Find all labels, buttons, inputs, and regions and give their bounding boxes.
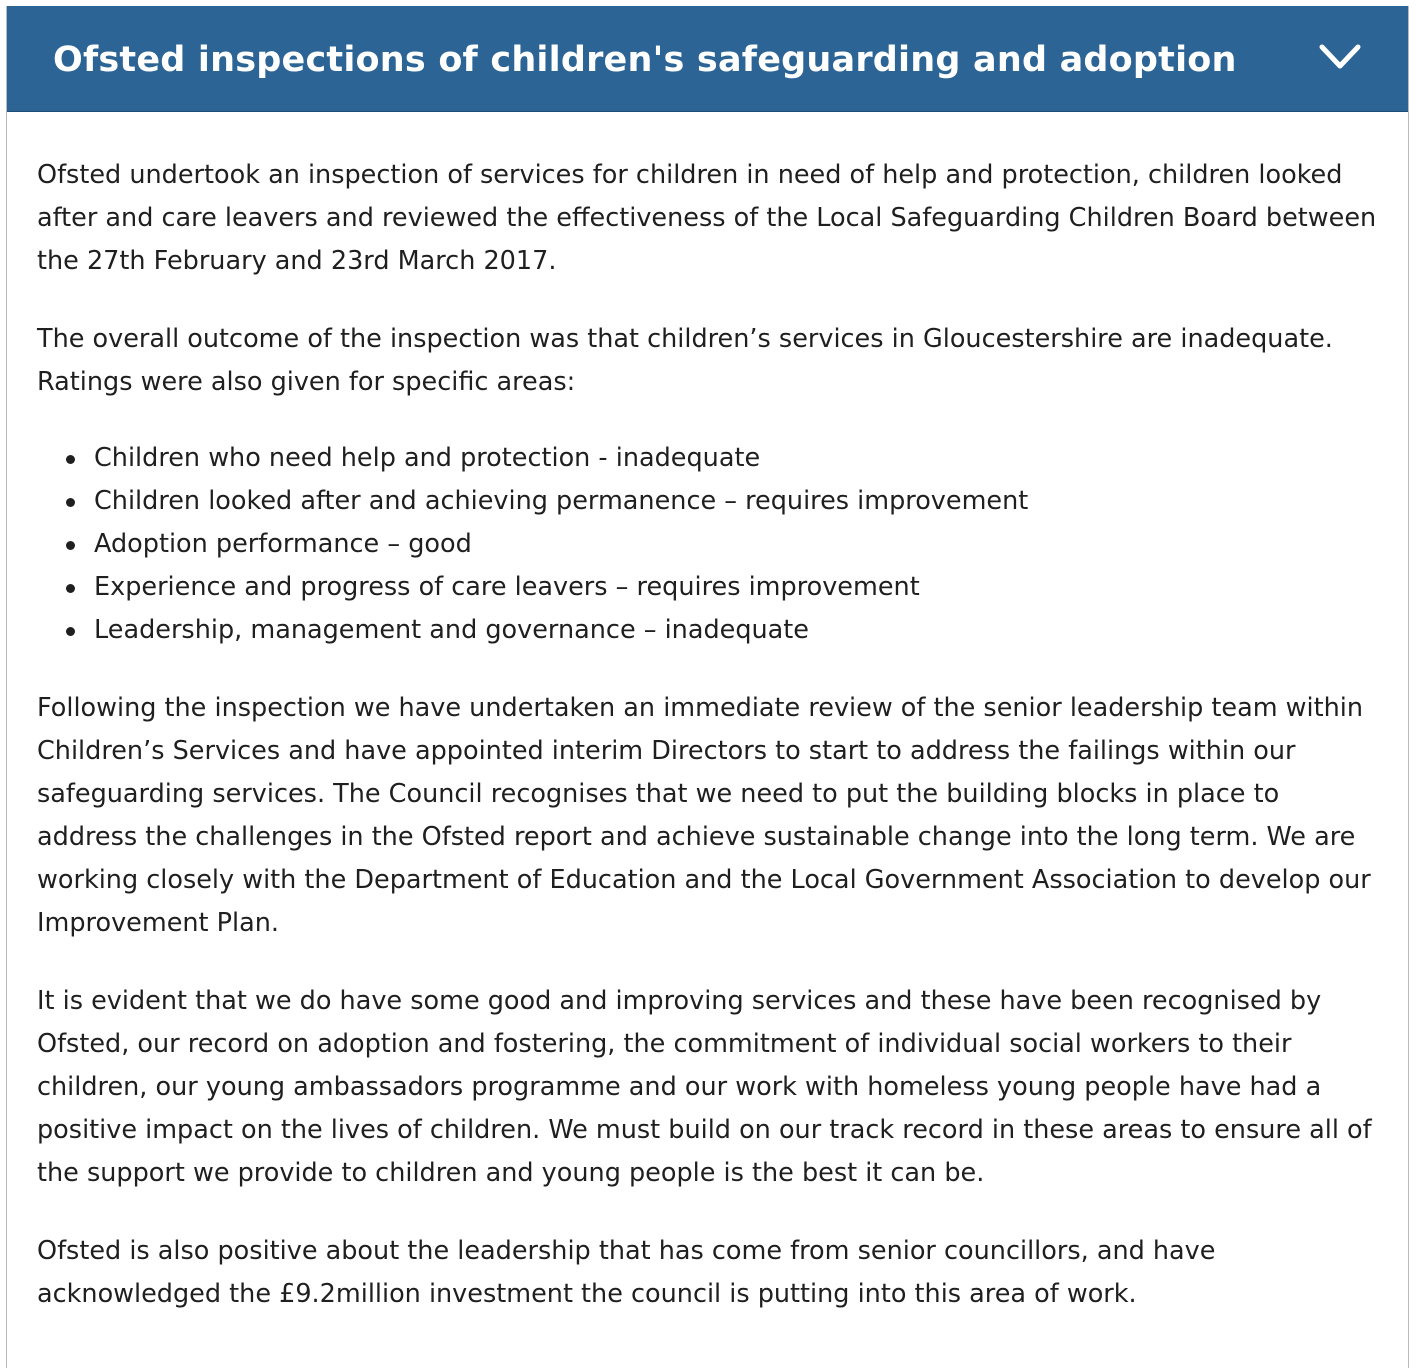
bullet-icon [66,541,75,550]
bullet-icon [66,627,75,636]
review-paragraph: Following the inspection we have undertaken an immediate review of the senior leadership team within Children’s Services and have appointed interim Directors to start to address the failings within our safeguarding services. The Council recognises that we need to put the building blocks in place to address the challenges in the Ofsted report and achieve sustainable change into the long term. We are working closely with the Department of Education and the Local Government Association to develop our Improvement Plan. [37,693,1371,938]
list-item [94,437,1378,480]
accordion-header[interactable] [7,6,1408,112]
list-item-text: Children looked after and achieving permanence – requires improvement [94,486,1029,516]
bullet-icon [66,498,75,507]
outcome-paragraph: The overall outcome of the inspection was that children’s services in Gloucestershire are inadequate. Ratings were also given for specific areas: [37,324,1333,397]
accordion-content [7,112,1408,1316]
list-item-text: Children who need help and protection - inadequate [94,443,761,473]
list-item [94,523,1378,566]
list-item-text: Adoption performance – good [94,529,472,559]
list-item [94,566,1378,609]
intro-paragraph: Ofsted undertook an inspection of services for children in need of help and protection, children looked after and care leavers and reviewed the effectiveness of the Local Safeguarding Children Board between the 27th February and 23rd March 2017. [37,160,1377,276]
list-item [94,609,1378,652]
list-item-text: Leadership, management and governance – inadequate [94,615,809,645]
leadership-paragraph: Ofsted is also positive about the leadership that has come from senior councillors, and have acknowledged the £9.2million investment the council is putting into this area of work. [37,1236,1216,1309]
bullet-icon [66,455,75,464]
good-services-paragraph: It is evident that we do have some good and improving services and these have been recognised by Ofsted, our record on adoption and fostering, the commitment of individual social workers to their children, our young ambassadors programme and our work with homeless young people have had a positive impact on the lives of children. We must build on our track record in these areas to ensure all of the support we provide to children and young people is the best it can be. [37,986,1372,1188]
list-item [94,480,1378,523]
accordion-title[interactable]: Ofsted inspections of children's safeguarding and adoption [53,40,1237,80]
accordion-panel [6,6,1409,1368]
ratings-list [37,437,1378,652]
list-item-text: Experience and progress of care leavers – requires improvement [94,572,920,602]
bullet-icon [66,584,75,593]
chevron-down-icon[interactable] [1318,40,1362,74]
